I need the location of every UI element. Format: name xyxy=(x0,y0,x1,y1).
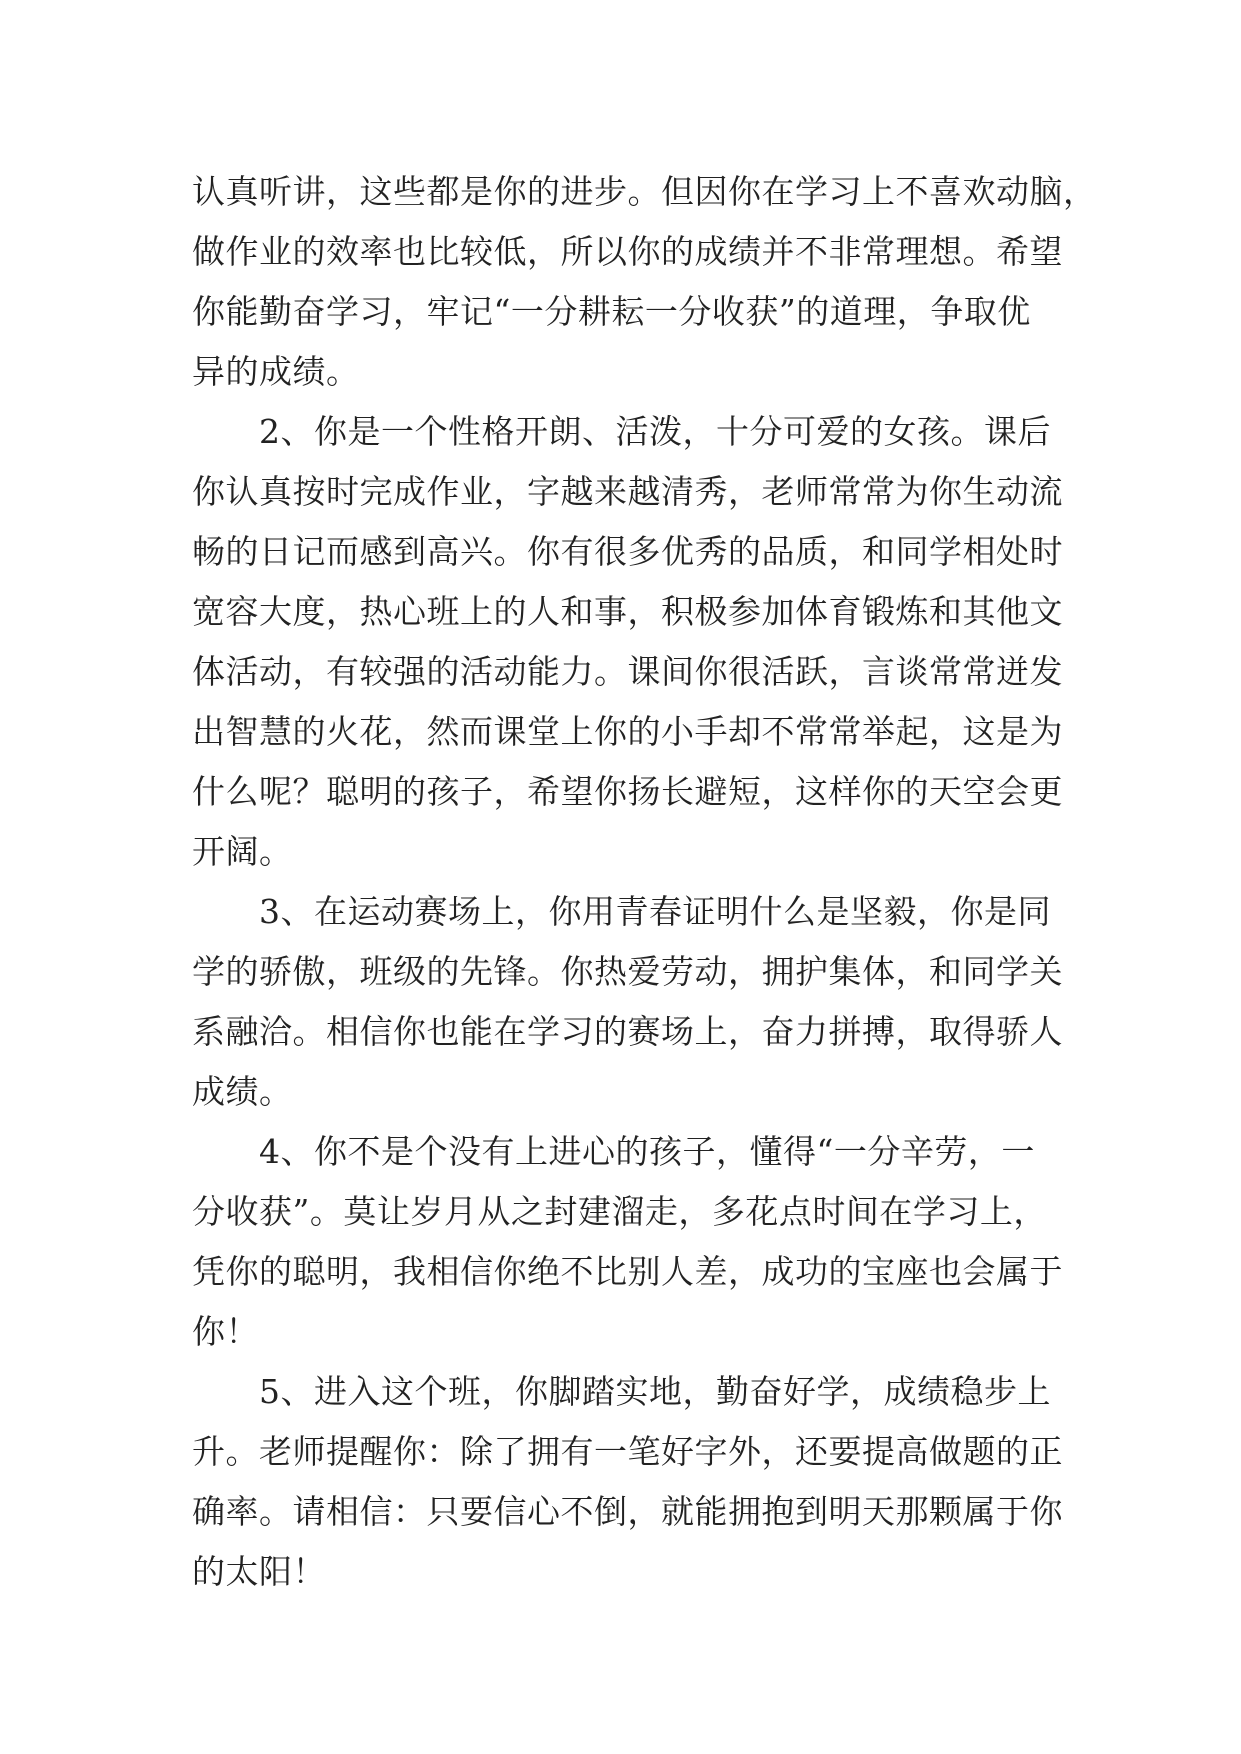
text-line: 学的骄傲，班级的先锋。你热爱劳动，拥护集体，和同学关 xyxy=(192,952,1063,991)
document-body xyxy=(192,162,1097,1602)
paragraph-3 xyxy=(192,882,1063,1122)
paragraph-5 xyxy=(192,1362,1063,1602)
paragraph-1 xyxy=(192,162,1097,402)
text-line: 5、进入这个班，你脚踏实地，勤奋好学，成绩稳步上 xyxy=(192,1372,1051,1411)
text-line: 你认真按时完成作业，字越来越清秀，老师常常为你生动流 xyxy=(192,472,1063,511)
paragraph-4 xyxy=(192,1122,1063,1362)
text-line: 的太阳！ xyxy=(192,1552,326,1591)
text-line: 宽容大度，热心班上的人和事，积极参加体育锻炼和其他文 xyxy=(192,592,1063,631)
text-line: 确率。请相信：只要信心不倒，就能拥抱到明天那颗属于你 xyxy=(192,1492,1063,1531)
text-line: 做作业的效率也比较低，所以你的成绩并不非常理想。希望 xyxy=(192,232,1063,271)
text-line: 2、你是一个性格开朗、活泼，十分可爱的女孩。课后 xyxy=(192,412,1051,451)
text-line: 4、你不是个没有上进心的孩子，懂得“一分辛劳，一 xyxy=(192,1132,1035,1171)
text-line: 系融洽。相信你也能在学习的赛场上，奋力拼搏，取得骄人 xyxy=(192,1012,1063,1051)
paragraph-2 xyxy=(192,402,1063,882)
text-line: 你！ xyxy=(192,1312,259,1351)
text-line: 出智慧的火花，然而课堂上你的小手却不常常举起，这是为 xyxy=(192,712,1063,751)
text-line: 成绩。 xyxy=(192,1072,293,1111)
text-line: 你能勤奋学习，牢记“一分耕耘一分收获”的道理，争取优 xyxy=(192,292,1031,331)
text-line: 异的成绩。 xyxy=(192,352,360,391)
text-line: 凭你的聪明，我相信你绝不比别人差，成功的宝座也会属于 xyxy=(192,1252,1063,1291)
text-line: 体活动，有较强的活动能力。课间你很活跃，言谈常常迸发 xyxy=(192,652,1063,691)
text-line: 认真听讲，这些都是你的进步。但因你在学习上不喜欢动脑， xyxy=(192,172,1097,211)
text-line: 3、在运动赛场上，你用青春证明什么是坚毅，你是同 xyxy=(192,892,1051,931)
text-line: 升。老师提醒你：除了拥有一笔好字外，还要提高做题的正 xyxy=(192,1432,1063,1471)
text-line: 什么呢？聪明的孩子，希望你扬长避短，这样你的天空会更 xyxy=(192,772,1063,811)
text-line: 分收获”。莫让岁月从之封建溜走，多花点时间在学习上， xyxy=(192,1192,1047,1231)
text-line: 开阔。 xyxy=(192,832,293,871)
text-line: 畅的日记而感到高兴。你有很多优秀的品质，和同学相处时 xyxy=(192,532,1063,571)
